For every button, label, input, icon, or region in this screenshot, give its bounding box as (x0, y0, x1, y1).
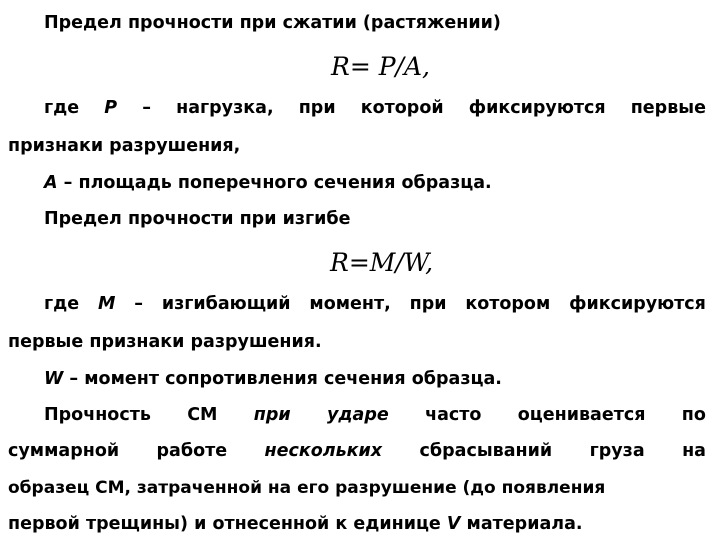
word: первые (630, 98, 706, 118)
impact-line4-end: материала. (460, 514, 583, 534)
a-definition-text: – площадь поперечного сечения образца. (57, 173, 492, 193)
variable-w: W (44, 369, 64, 389)
impact-line4 (8, 513, 706, 535)
word: сбрасываний (419, 441, 553, 461)
word: ударе (327, 405, 389, 425)
formula-bending: R=M/W, (330, 248, 434, 277)
word: на (682, 441, 706, 461)
word: нагрузка, (176, 98, 274, 118)
variable-a: А (44, 173, 58, 193)
word: Прочность (44, 405, 151, 425)
word: работе (156, 441, 228, 461)
impact-line4-text: первой трещины) и отнесенной к единице (8, 514, 447, 534)
word: оценивается (517, 405, 646, 425)
word: груза (589, 441, 645, 461)
a-definition (44, 172, 706, 194)
w-definition-text: – момент сопротивления сечения образца. (63, 369, 502, 389)
impact-line2 (8, 440, 706, 462)
word: суммарной (8, 441, 120, 461)
word: где (44, 98, 80, 118)
impact-line1 (44, 404, 706, 426)
heading-compression: Предел прочности при сжатии (растяжении) (44, 13, 501, 33)
m-definition-line1 (44, 293, 706, 315)
word: при (298, 98, 336, 118)
variable-p: P (104, 98, 118, 118)
p-definition-line2: признаки разрушения, (8, 136, 241, 156)
word: при (253, 405, 291, 425)
word: где (44, 294, 80, 314)
word: момент, (309, 294, 391, 314)
word: часто (425, 405, 482, 425)
word: по (681, 405, 706, 425)
formula-compression: R= P/A, (331, 52, 430, 81)
word: фиксируются (569, 294, 706, 314)
word: фиксируются (468, 98, 606, 118)
word: – (142, 98, 151, 118)
m-definition-line2: первые признаки разрушения. (8, 332, 322, 352)
word: изгибающий (161, 294, 291, 314)
word: нескольких (264, 441, 383, 461)
word: при (409, 294, 447, 314)
word: – (134, 294, 143, 314)
word: СМ (187, 405, 218, 425)
variable-m: М (97, 294, 116, 314)
p-definition-line1 (44, 97, 706, 119)
heading-bending: Предел прочности при изгибе (44, 209, 351, 229)
word: котором (465, 294, 551, 314)
variable-v: V (446, 514, 461, 534)
w-definition (44, 368, 706, 390)
word: которой (360, 98, 444, 118)
impact-line3: образец СМ, затраченной на его разрушение (до появления (8, 478, 606, 498)
